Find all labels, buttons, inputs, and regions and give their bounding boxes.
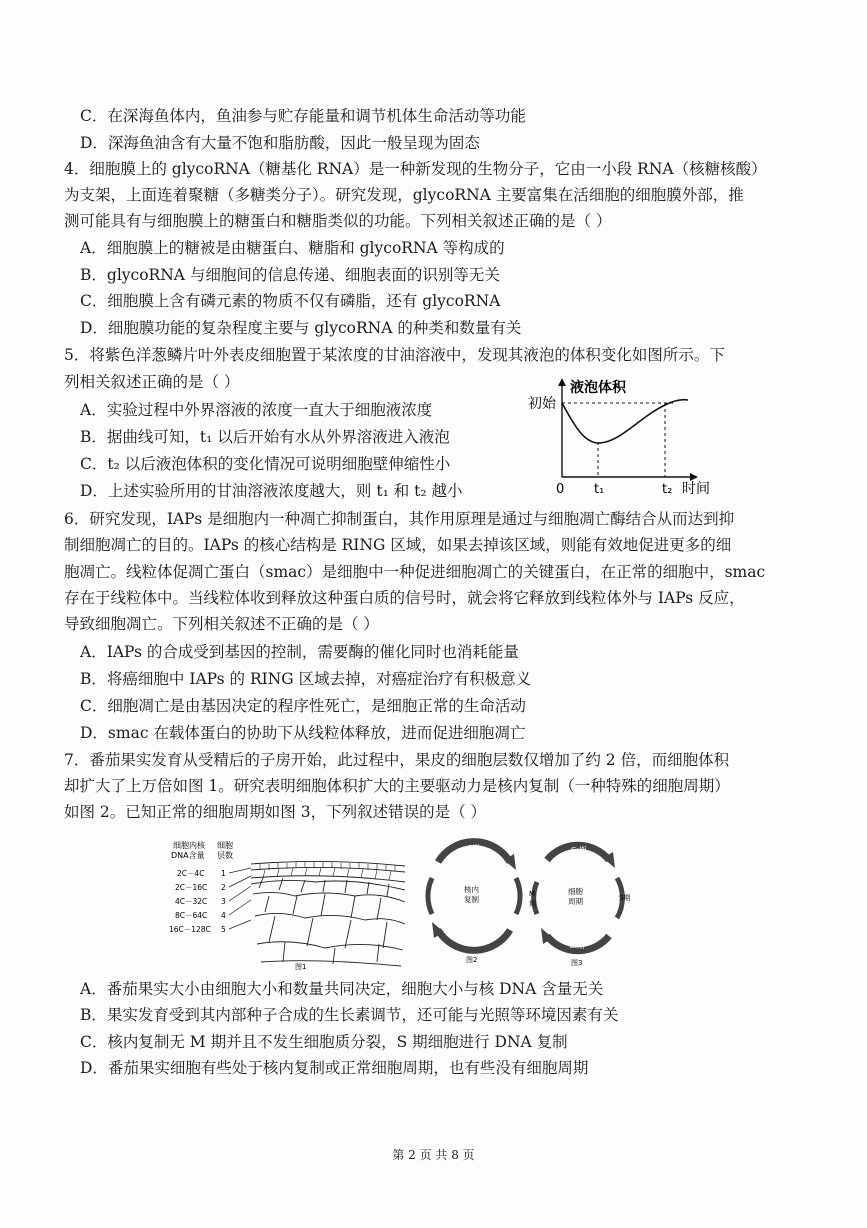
q7-stem-line1: 7．番茄果实发育从受精后的子房开始，此过程中，果皮的细胞层数仅增加了约 2 倍，而细胞体积 bbox=[64, 751, 730, 769]
q4-stem-line1: 4．细胞膜上的 glycoRNA（糖基化 RNA）是一种新发现的生物分子，它由一小段 RNA（核糖核酸） bbox=[64, 160, 767, 178]
fig1-header1: 细胞内核 bbox=[173, 841, 205, 850]
fig3-center1: 细胞 bbox=[568, 887, 583, 896]
q4-stem-line2: 为支架，上面连着聚糖（多糖类分子）。研究发现，glycoRNA 主要富集在活细胞的细胞膜外部，推 bbox=[64, 186, 744, 204]
fig2-caption: 图2 bbox=[466, 956, 478, 964]
q7-stem-line2: 却扩大了上万倍如图 1。研究表明细胞体积扩大的主要驱动力是核内复制（一种特殊的细胞周期） bbox=[64, 777, 730, 795]
q3-option-c: C．在深海鱼体内，鱼油参与贮存能量和调节机体生命活动等功能 bbox=[80, 107, 526, 125]
q7-option-a: A．番茄果实大小由细胞大小和数量共同决定，细胞大小与核 DNA 含量无关 bbox=[80, 980, 604, 998]
fig1-row4-layer: 4 bbox=[221, 911, 226, 920]
fig2-center1: 核内 bbox=[464, 885, 479, 894]
fig1-row3-layer: 3 bbox=[221, 897, 226, 906]
q6-stem-line1: 6．研究发现，IAPs 是细胞内一种凋亡抑制蛋白，其作用原理是通过与细胞凋亡酶结合从而达到抑 bbox=[64, 510, 735, 528]
fig3-s-label: S期 bbox=[619, 894, 631, 902]
q7-option-b: B．果实发育受到其内部种子合成的生长素调节，还可能与光照等环境因素有关 bbox=[80, 1006, 619, 1024]
graph-origin: 0 bbox=[556, 482, 565, 497]
q6-stem-line2: 制细胞凋亡的目的。IAPs 的核心结构是 RING 区域，如果去掉该区域，则能有效地促进更多的细 bbox=[64, 536, 732, 554]
q6-option-b: B．将癌细胞中 IAPs 的 RING 区域去掉，对癌症治疗有积极意义 bbox=[80, 670, 532, 688]
fig1-header2: DNA含量 bbox=[171, 851, 205, 860]
q4-option-a: A．细胞膜上的糖被是由糖蛋白、糖脂和 glycoRNA 等构成的 bbox=[80, 239, 505, 257]
q5-option-d: D．上述实验所用的甘油溶液浓度越大，则 t₁ 和 t₂ 越小 bbox=[80, 482, 463, 500]
graph-t2-label: t₂ bbox=[662, 482, 673, 497]
graph-ylabel: 液泡体积 bbox=[570, 380, 626, 396]
q6-option-a: A．IAPs 的合成受到基因的控制，需要酶的催化同时也消耗能量 bbox=[80, 643, 519, 661]
q4-option-c: C．细胞膜上含有磷元素的物质不仅有磷脂，还有 glycoRNA bbox=[80, 292, 501, 310]
q7-option-c: C．核内复制无 M 期并且不发生细胞质分裂，S 期细胞进行 DNA 复制 bbox=[80, 1033, 568, 1051]
graph-xlabel: 时间 bbox=[682, 481, 710, 497]
q5-option-b: B．据曲线可知，t₁ 以后开始有水从外界溶液进入液泡 bbox=[80, 428, 450, 446]
fig3-caption: 图3 bbox=[571, 959, 583, 967]
fig1-row1-dna: 2C－4C bbox=[177, 869, 205, 878]
q5-option-c: C．t₂ 以后液泡体积的变化情况可说明细胞壁伸缩性小 bbox=[80, 455, 451, 473]
q7-option-d: D．番茄果实细胞有些处于核内复制或正常细胞周期，也有些没有细胞周期 bbox=[80, 1059, 589, 1077]
fig1-row1-layer: 1 bbox=[221, 869, 226, 878]
q4-stem-line3: 测可能具有与细胞膜上的糖蛋白和糖脂类似的功能。下列相关叙述正确的是（ ） bbox=[64, 212, 612, 230]
q5-stem-line1: 5．将紫色洋葱鳞片叶外表皮细胞置于某浓度的甘油溶液中，发现其液泡的体积变化如图所示。下 bbox=[64, 346, 725, 364]
fig1-caption: 图1 bbox=[295, 963, 307, 970]
fig3-center2: 周期 bbox=[568, 897, 583, 906]
q6-stem-line5: 导致细胞凋亡。下列相关叙述不正确的是（ ） bbox=[64, 615, 379, 633]
fig1-row2-layer: 2 bbox=[221, 883, 226, 892]
fig1-row3-dna: 4C－32C bbox=[175, 897, 208, 906]
fig1-row5-layer: 5 bbox=[221, 925, 226, 934]
graph-initial-label: 初始 bbox=[528, 396, 556, 412]
vacuole-volume-graph bbox=[520, 372, 730, 497]
page-footer: 第 2 页 共 8 页 bbox=[392, 1148, 475, 1162]
q4-option-d: D．细胞膜功能的复杂程度主要与 glycoRNA 的种类和数量有关 bbox=[80, 319, 522, 337]
fig3-m-label2: 期 bbox=[529, 900, 536, 908]
figure-3-normal-cell-cycle bbox=[525, 838, 631, 968]
fig1-row5-dna: 16C－128C bbox=[169, 925, 211, 934]
fig1-header4: 层数 bbox=[217, 851, 233, 860]
fig1-row4-dna: 8C－64C bbox=[175, 911, 208, 920]
fig3-g1-label: G₁期 bbox=[571, 846, 587, 854]
q7-stem-line3: 如图 2。已知正常的细胞周期如图 3，下列叙述错误的是（ ） bbox=[64, 803, 487, 821]
fig1-header3: 细胞 bbox=[217, 841, 233, 850]
q3-option-d: D．深海鱼油含有大量不饱和脂肪酸，因此一般呈现为固态 bbox=[80, 134, 480, 152]
fig3-g2-label: G₂期 bbox=[569, 942, 585, 950]
q5-option-a: A．实验过程中外界溶液的浓度一直大于细胞液浓度 bbox=[80, 401, 433, 419]
q6-stem-line3: 胞凋亡。线粒体促凋亡蛋白（smac）是细胞中一种促进细胞凋亡的关键蛋白，在正常的细胞中，smac bbox=[64, 563, 766, 581]
q6-option-c: C．细胞凋亡是由基因决定的程序性死亡，是细胞正常的生命活动 bbox=[80, 697, 526, 715]
fig2-center2: 复制 bbox=[464, 895, 479, 904]
q4-option-b: B．glycoRNA 与细胞间的信息传递、细胞表面的识别等无关 bbox=[80, 266, 500, 284]
fig3-m-label1: M bbox=[529, 890, 536, 898]
q6-stem-line4: 存在于线粒体中。当线粒体收到释放这种蛋白质的信号时，就会将它释放到线粒体外与 IAPs 反应， bbox=[64, 589, 745, 607]
figure-2-endoreduplication-cycle bbox=[420, 832, 528, 967]
q5-stem-line2: 列相关叙述正确的是（ ） bbox=[64, 373, 240, 391]
fig2-g-label: G期 bbox=[468, 938, 481, 946]
fig1-row2-dna: 2C－16C bbox=[175, 883, 208, 892]
fig2-s-label: S期 bbox=[468, 844, 480, 852]
figure-1-fruit-cell-layers bbox=[165, 838, 415, 970]
graph-t1-label: t₁ bbox=[594, 482, 605, 497]
q6-option-d: D．smac 在载体蛋白的协助下从线粒体释放，进而促进细胞凋亡 bbox=[80, 724, 526, 742]
